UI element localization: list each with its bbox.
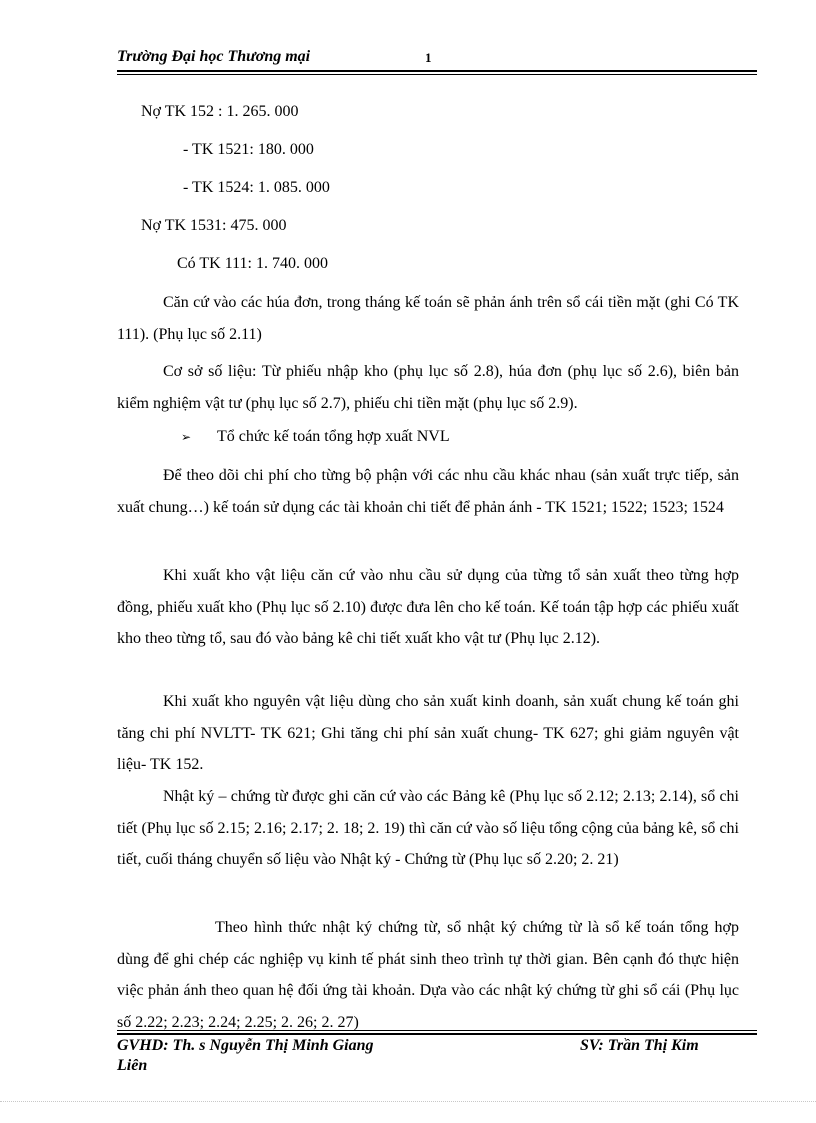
arrow-bullet-icon: ➢ xyxy=(181,430,192,444)
footer-rule-thick xyxy=(117,1033,757,1035)
entry-debit-1524: - TK 1524: 1. 085. 000 xyxy=(183,179,330,196)
advisor-name: GVHD: Th. s Nguyễn Thị Minh Giang xyxy=(117,1037,374,1054)
entry-debit-1521: - TK 1521: 180. 000 xyxy=(183,141,314,158)
section-heading-text: Tổ chức kế toán tổng hợp xuất NVL xyxy=(217,428,450,445)
paragraph-2: Cơ sở số liệu: Từ phiếu nhập kho (phụ lục số 2.8), húa đơn (phụ lục số 2.6), biên bản kiểm nghiệm vật tư (phụ lục số 2.7), phiếu chi tiền mặt (phụ lục số 2.9). xyxy=(117,363,739,412)
school-name: Trường Đại học Thương mại xyxy=(117,48,311,65)
entry-debit-152: Nợ TK 152 : 1. 265. 000 xyxy=(141,103,299,120)
student-name-continued: Liên xyxy=(117,1057,148,1074)
student-name: SV: Trần Thị Kim xyxy=(580,1037,699,1054)
section-heading xyxy=(181,428,450,446)
header-rule-thin xyxy=(117,74,757,75)
footer-rule-thin xyxy=(117,1030,757,1031)
paragraph-7: Theo hình thức nhật ký chứng từ, sổ nhật ký chứng từ là sổ kế toán tổng hợp dùng để ghi chép các nghiệp vụ kinh tế phát sinh theo trình tự thời gian. Bên cạnh đó thực hiện việc phản ánh theo quan hệ đối ứng tài khoản. Dựa vào các nhật ký chứng từ ghi sổ cái (Phụ lục số 2.22; 2.23; 2.24; 2.25; 2. 26; 2. 27) xyxy=(117,919,739,1031)
paragraph-1: Căn cứ vào các húa đơn, trong tháng kế toán sẽ phản ánh trên sổ cái tiền mặt (ghi Có TK 111). (Phụ lục số 2.11) xyxy=(117,294,739,343)
page-number: 1 xyxy=(425,50,432,65)
entry-credit-111: Có TK 111: 1. 740. 000 xyxy=(177,255,328,272)
page-bottom-dotted-line xyxy=(0,1101,816,1102)
header-rule-thick xyxy=(117,70,757,72)
paragraph-5: Khi xuất kho nguyên vật liệu dùng cho sản xuất kinh doanh, sản xuất chung kế toán ghi tăng chi phí NVLTT- TK 621; Ghi tăng chi phí sản xuất chung- TK 627; ghi giảm nguyên vật liệu- TK 152. xyxy=(117,693,739,773)
paragraph-3: Để theo dõi chi phí cho từng bộ phận với các nhu cầu khác nhau (sản xuất trực tiếp, sản xuất chung…) kế toán sử dụng các tài khoản chi tiết để phản ánh - TK 1521; 1522; 1523; 1524 xyxy=(117,467,739,516)
entry-debit-1531: Nợ TK 1531: 475. 000 xyxy=(141,217,287,234)
paragraph-4: Khi xuất kho vật liệu căn cứ vào nhu cầu sử dụng của từng tổ sản xuất theo từng hợp đồng, phiếu xuất kho (Phụ lục số 2.10) được đưa lên cho kế toán. Kế toán tập hợp các phiếu xuất kho theo từng tổ, sau đó vào bảng kê chi tiết xuất kho vật tư (Phụ lục 2.12). xyxy=(117,567,739,647)
paragraph-6: Nhật ký – chứng từ được ghi căn cứ vào các Bảng kê (Phụ lục số 2.12; 2.13; 2.14), sổ chi tiết (Phụ lục số 2.15; 2.16; 2.17; 2. 18; 2. 19) thì căn cứ vào số liệu tổng cộng của bảng kê, sổ chi tiết, cuối tháng chuyển số liệu vào Nhật ký - Chứng từ (Phụ lục số 2.20; 2. 21) xyxy=(117,788,739,868)
